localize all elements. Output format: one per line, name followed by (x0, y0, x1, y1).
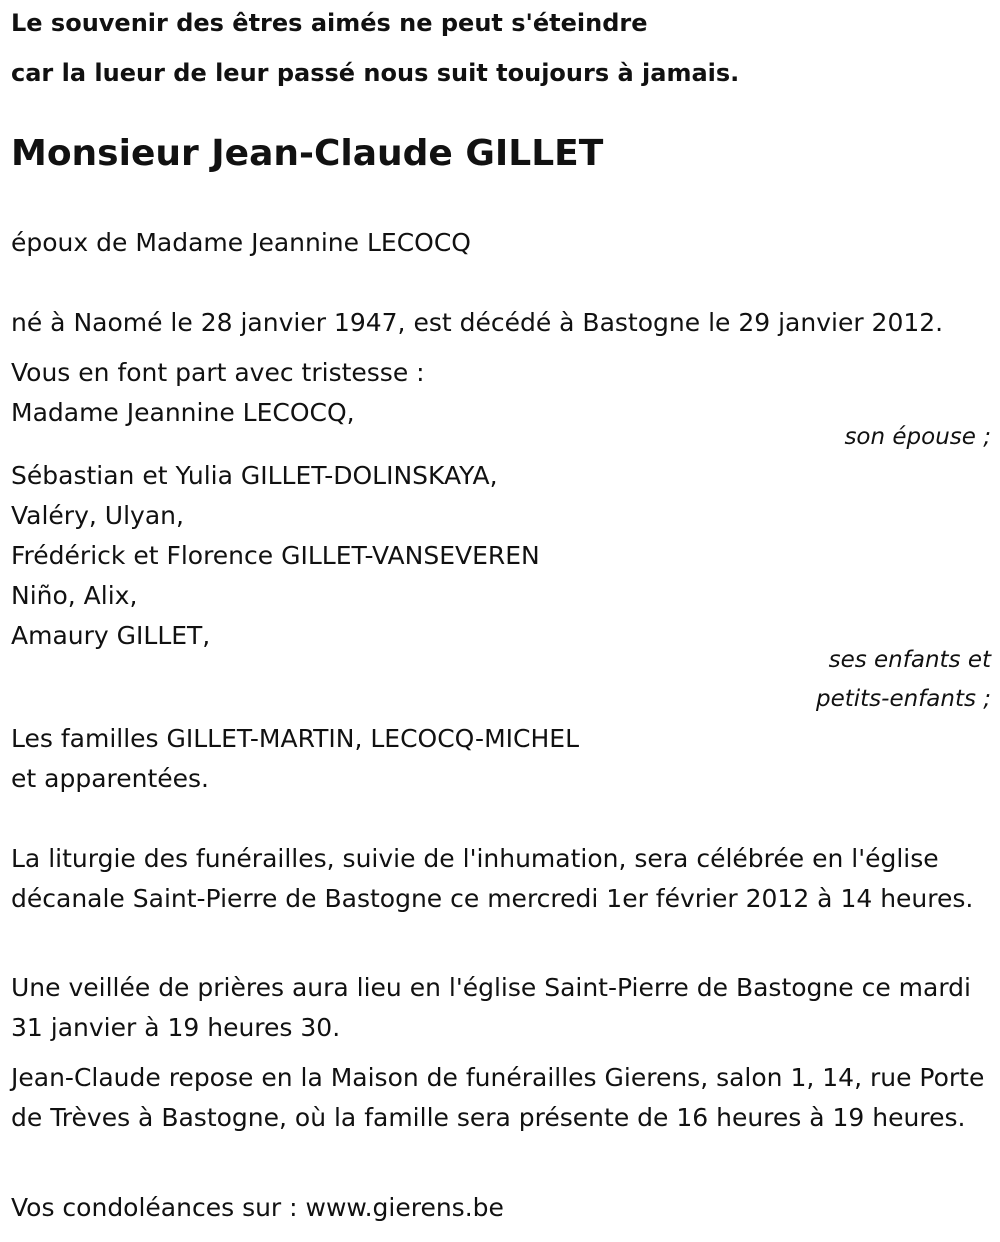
spouse-name: Madame Jeannine LECOCQ, (11, 398, 355, 427)
condolences-line: Vos condoléances sur : www.gierens.be (11, 1193, 504, 1222)
vigil-paragraph: Une veillée de prières aura lieu en l'église Saint-Pierre de Bastogne ce mardi 31 janvier à 19 heures 30. (11, 973, 971, 1042)
deceased-name: Monsieur Jean-Claude GILLET (11, 133, 604, 174)
child-line: Frédérick et Florence GILLET-VANSEVEREN (11, 541, 540, 570)
child-line: Sébastian et Yulia GILLET-DOLINSKAYA, (11, 461, 498, 490)
children-role-line-2: petits-enfants ; (815, 686, 991, 712)
child-line: Amaury GILLET, (11, 621, 211, 650)
birth-death-line: né à Naomé le 28 janvier 1947, est décédé à Bastogne le 29 janvier 2012. (11, 308, 944, 337)
spouse-role: son épouse ; (844, 424, 991, 450)
child-line: Niño, Alix, (11, 581, 138, 610)
spouse-line: époux de Madame Jeannine LECOCQ (11, 228, 471, 257)
children-role-line-1: ses enfants et (828, 647, 991, 673)
liturgy-paragraph: La liturgie des funérailles, suivie de l'inhumation, sera célébrée en l'église décanale Saint-Pierre de Bastogne ce mercredi 1er février 2012 à 14 heures. (11, 844, 974, 913)
repose-paragraph: Jean-Claude repose en la Maison de funérailles Gierens, salon 1, 14, rue Porte de Trèves à Bastogne, où la famille sera présente de 16 heures à 19 heures. (11, 1063, 985, 1132)
announcement-intro: Vous en font part avec tristesse : (11, 358, 425, 387)
families-line-1: Les familles GILLET-MARTIN, LECOCQ-MICHEL (11, 724, 579, 753)
families-line-2: et apparentées. (11, 764, 209, 793)
verse-line-1: Le souvenir des êtres aimés ne peut s'éteindre (11, 9, 648, 37)
child-line: Valéry, Ulyan, (11, 501, 184, 530)
verse-line-2: car la lueur de leur passé nous suit toujours à jamais. (11, 59, 740, 87)
